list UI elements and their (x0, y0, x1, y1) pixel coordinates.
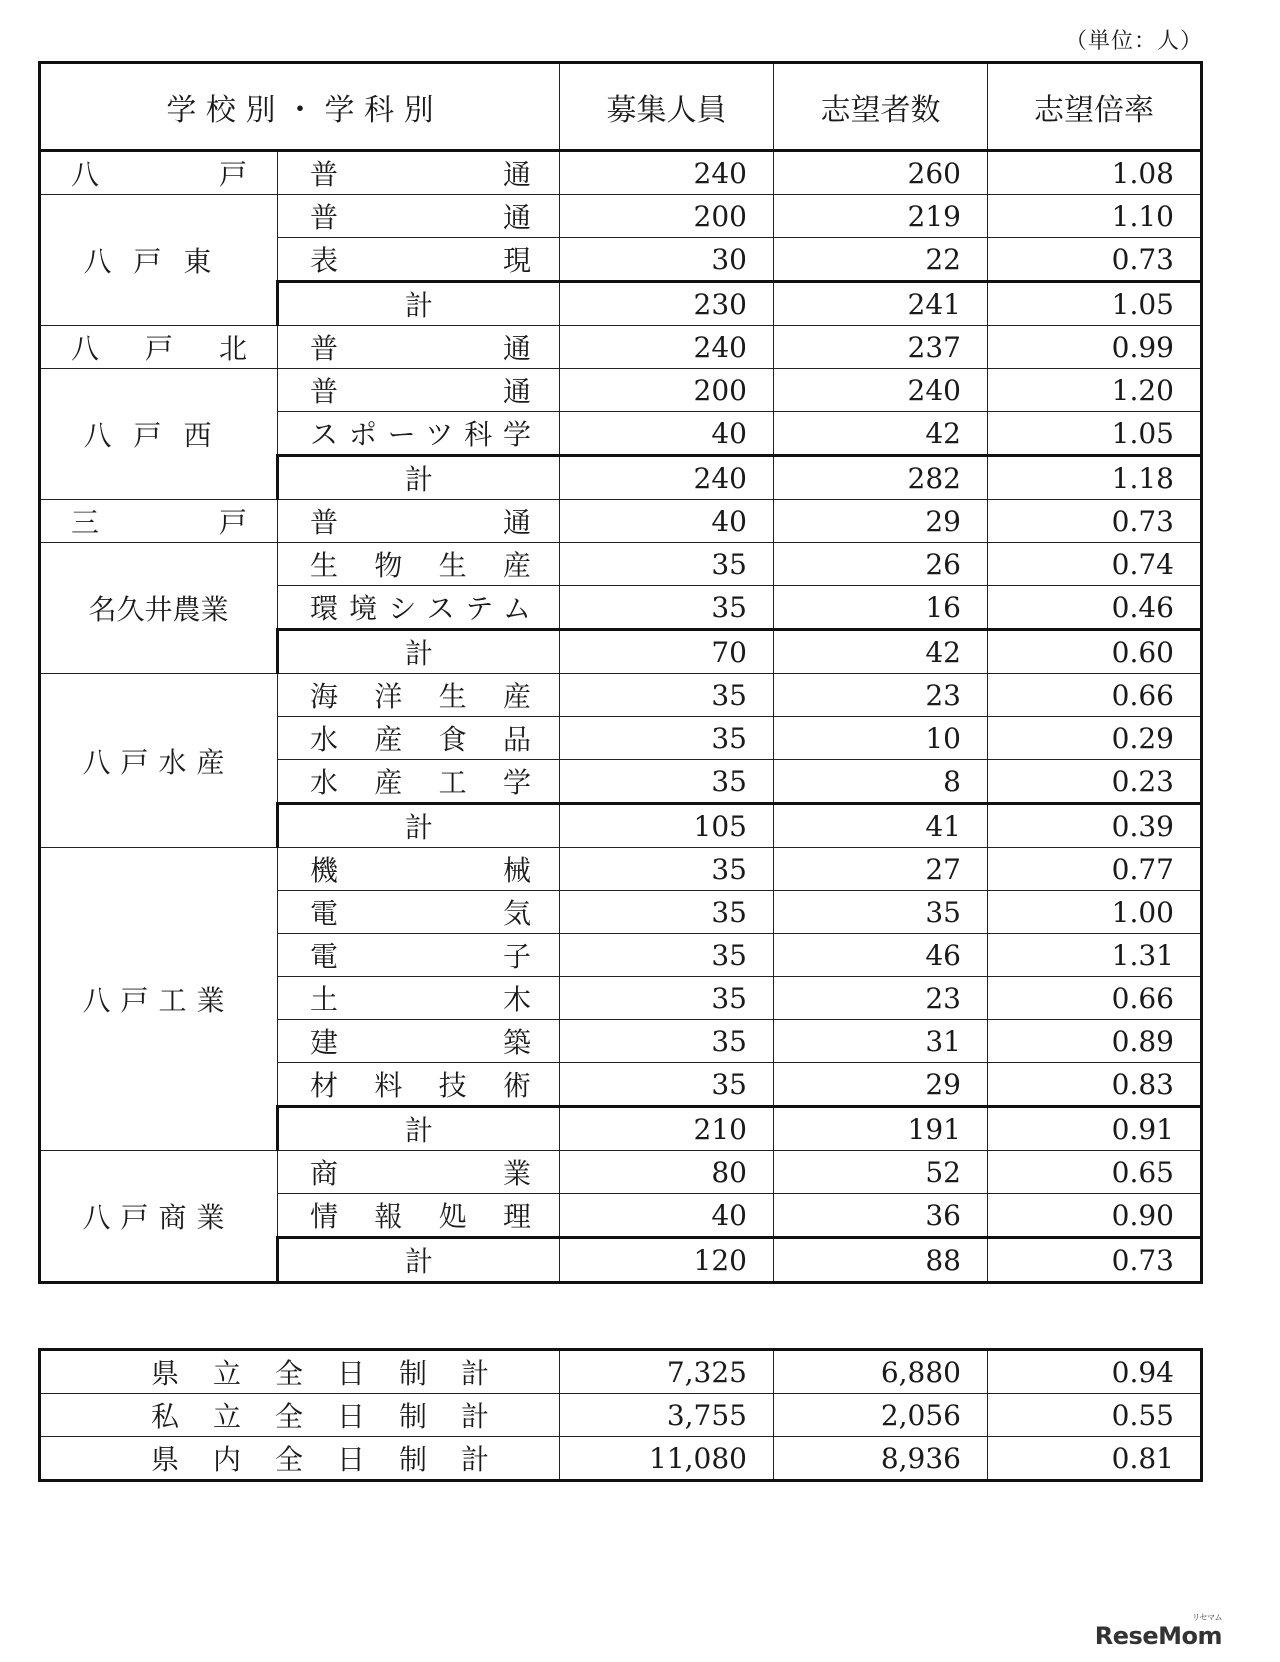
applicants-cell: 260 (774, 151, 988, 195)
table-header-row (40, 63, 1202, 151)
ratio-cell: 0.89 (988, 1020, 1202, 1063)
capacity-cell: 240 (560, 326, 774, 369)
applicants-cell: 31 (774, 1020, 988, 1063)
table-row (40, 369, 1202, 412)
table-row (40, 674, 1202, 717)
ratio-cell: 1.05 (988, 412, 1202, 456)
capacity-cell: 35 (560, 586, 774, 630)
totals-label: 県内全日制計 (40, 1437, 560, 1481)
capacity-cell: 120 (560, 1238, 774, 1283)
applicants-cell: 22 (774, 238, 988, 282)
capacity-cell: 35 (560, 934, 774, 977)
applicants-cell: 16 (774, 586, 988, 630)
applicants-cell: 26 (774, 543, 988, 586)
table-row (40, 500, 1202, 543)
capacity-cell: 35 (560, 977, 774, 1020)
subtotal-label: 計 (278, 630, 560, 674)
applicants-cell: 240 (774, 369, 988, 412)
department-name: 普通 (278, 369, 560, 412)
table-row (40, 195, 1202, 238)
totals-body (40, 1350, 1202, 1481)
capacity-cell: 35 (560, 891, 774, 934)
capacity-cell: 35 (560, 1063, 774, 1107)
ratio-cell: 1.00 (988, 891, 1202, 934)
department-name: スポーツ科学 (278, 412, 560, 456)
header-capacity: 募集人員 (560, 63, 774, 151)
capacity-cell: 35 (560, 848, 774, 891)
ratio-cell: 0.66 (988, 674, 1202, 717)
ratio-cell: 0.91 (988, 1107, 1202, 1151)
totals-applicants: 8,936 (774, 1437, 988, 1481)
applicants-cell: 29 (774, 1063, 988, 1107)
ratio-cell: 1.08 (988, 151, 1202, 195)
ratio-cell: 0.39 (988, 804, 1202, 848)
totals-ratio: 0.81 (988, 1437, 1202, 1481)
capacity-cell: 105 (560, 804, 774, 848)
totals-row (40, 1394, 1202, 1437)
department-name: 普通 (278, 151, 560, 195)
ratio-cell: 0.83 (988, 1063, 1202, 1107)
department-name: 環境システム (278, 586, 560, 630)
capacity-cell: 30 (560, 238, 774, 282)
applicants-cell: 42 (774, 412, 988, 456)
capacity-cell: 240 (560, 456, 774, 500)
table-row (40, 1151, 1202, 1194)
ratio-cell: 1.18 (988, 456, 1202, 500)
table-row (40, 848, 1202, 891)
totals-ratio: 0.94 (988, 1350, 1202, 1394)
capacity-cell: 35 (560, 717, 774, 760)
applicants-cell: 8 (774, 760, 988, 804)
header-ratio: 志望倍率 (988, 63, 1202, 151)
totals-label: 県立全日制計 (40, 1350, 560, 1394)
header-school-dept: 学 校 別 ・ 学 科 別 (40, 63, 560, 151)
ratio-cell: 1.31 (988, 934, 1202, 977)
applicants-cell: 219 (774, 195, 988, 238)
department-name: 普通 (278, 500, 560, 543)
applicants-cell: 27 (774, 848, 988, 891)
department-name: 水産工学 (278, 760, 560, 804)
applicants-cell: 191 (774, 1107, 988, 1151)
school-name: 八戸水産 (40, 674, 278, 848)
capacity-cell: 35 (560, 1020, 774, 1063)
applicants-cell: 237 (774, 326, 988, 369)
capacity-cell: 35 (560, 674, 774, 717)
ratio-cell: 1.05 (988, 282, 1202, 326)
capacity-cell: 200 (560, 195, 774, 238)
ratio-cell: 0.77 (988, 848, 1202, 891)
applicants-cell: 282 (774, 456, 988, 500)
totals-applicants: 2,056 (774, 1394, 988, 1437)
school-name: 八戸西 (40, 369, 278, 500)
department-name: 普通 (278, 326, 560, 369)
school-name: 八戸商業 (40, 1151, 278, 1283)
totals-capacity: 3,755 (560, 1394, 774, 1437)
totals-label: 私立全日制計 (40, 1394, 560, 1437)
subtotal-label: 計 (278, 456, 560, 500)
header-applicants: 志望者数 (774, 63, 988, 151)
unit-label: （単位：人） (1065, 29, 1204, 54)
totals-table (38, 1348, 1203, 1482)
table-row (40, 543, 1202, 586)
table-row (40, 151, 1202, 195)
department-name: 生物生産 (278, 543, 560, 586)
logo-text: ReseMom (1094, 1622, 1222, 1650)
applicants-cell: 46 (774, 934, 988, 977)
ratio-cell: 0.23 (988, 760, 1202, 804)
department-name: 電子 (278, 934, 560, 977)
totals-row (40, 1437, 1202, 1481)
department-name: 情報処理 (278, 1194, 560, 1238)
totals-applicants: 6,880 (774, 1350, 988, 1394)
applicants-cell: 42 (774, 630, 988, 674)
ratio-cell: 0.66 (988, 977, 1202, 1020)
applicants-table (38, 61, 1203, 1284)
totals-capacity: 7,325 (560, 1350, 774, 1394)
subtotal-label: 計 (278, 282, 560, 326)
ratio-cell: 0.99 (988, 326, 1202, 369)
ratio-cell: 0.73 (988, 500, 1202, 543)
capacity-cell: 80 (560, 1151, 774, 1194)
ratio-cell: 0.73 (988, 238, 1202, 282)
capacity-cell: 40 (560, 412, 774, 456)
capacity-cell: 230 (560, 282, 774, 326)
applicants-cell: 29 (774, 500, 988, 543)
capacity-cell: 35 (560, 760, 774, 804)
applicants-cell: 88 (774, 1238, 988, 1283)
subtotal-label: 計 (278, 1238, 560, 1283)
school-name: 三戸 (40, 500, 278, 543)
school-name: 八戸北 (40, 326, 278, 369)
department-name: 海洋生産 (278, 674, 560, 717)
subtotal-label: 計 (278, 804, 560, 848)
school-name: 八戸 (40, 151, 278, 195)
department-name: 表現 (278, 238, 560, 282)
school-name: 名久井農業 (40, 543, 278, 674)
table-row (40, 326, 1202, 369)
ratio-cell: 1.10 (988, 195, 1202, 238)
department-name: 電気 (278, 891, 560, 934)
subtotal-label: 計 (278, 1107, 560, 1151)
capacity-cell: 35 (560, 543, 774, 586)
totals-ratio: 0.55 (988, 1394, 1202, 1437)
applicants-cell: 10 (774, 717, 988, 760)
department-name: 水産食品 (278, 717, 560, 760)
department-name: 機械 (278, 848, 560, 891)
department-name: 普通 (278, 195, 560, 238)
ratio-cell: 0.60 (988, 630, 1202, 674)
applicants-cell: 23 (774, 674, 988, 717)
department-name: 建築 (278, 1020, 560, 1063)
capacity-cell: 210 (560, 1107, 774, 1151)
ratio-cell: 1.20 (988, 369, 1202, 412)
applicants-cell: 41 (774, 804, 988, 848)
totals-capacity: 11,080 (560, 1437, 774, 1481)
ratio-cell: 0.29 (988, 717, 1202, 760)
applicants-cell: 241 (774, 282, 988, 326)
capacity-cell: 240 (560, 151, 774, 195)
ratio-cell: 0.65 (988, 1151, 1202, 1194)
school-name: 八戸東 (40, 195, 278, 326)
applicants-cell: 35 (774, 891, 988, 934)
resemom-logo (1094, 1613, 1222, 1650)
department-name: 商業 (278, 1151, 560, 1194)
department-name: 土木 (278, 977, 560, 1020)
capacity-cell: 40 (560, 500, 774, 543)
logo-subtext: リセマム (1192, 1613, 1222, 1622)
ratio-cell: 0.74 (988, 543, 1202, 586)
applicants-cell: 36 (774, 1194, 988, 1238)
department-name: 材料技術 (278, 1063, 560, 1107)
ratio-cell: 0.46 (988, 586, 1202, 630)
applicants-cell: 52 (774, 1151, 988, 1194)
capacity-cell: 40 (560, 1194, 774, 1238)
applicants-cell: 23 (774, 977, 988, 1020)
capacity-cell: 200 (560, 369, 774, 412)
table-body (40, 151, 1202, 1283)
school-name: 八戸工業 (40, 848, 278, 1151)
ratio-cell: 0.90 (988, 1194, 1202, 1238)
capacity-cell: 70 (560, 630, 774, 674)
ratio-cell: 0.73 (988, 1238, 1202, 1283)
totals-row (40, 1350, 1202, 1394)
